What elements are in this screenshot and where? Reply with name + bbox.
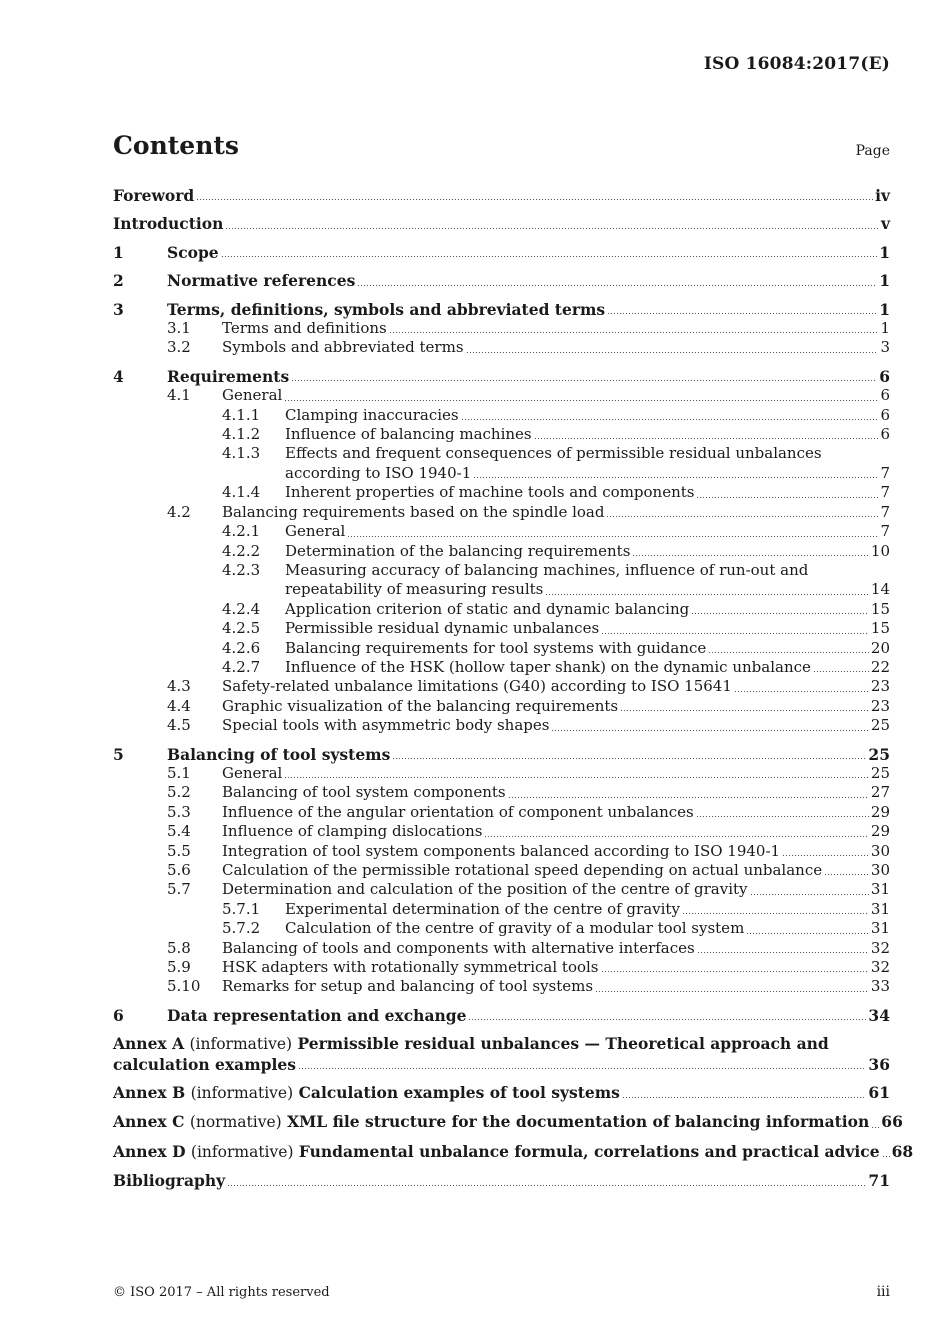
toc-title: Balancing of tool system components bbox=[222, 783, 506, 802]
toc-title: General bbox=[285, 522, 346, 541]
toc-number: 4.2 bbox=[167, 502, 191, 521]
toc-entry-4-1-1[interactable] bbox=[113, 406, 890, 425]
annex-label: Annex B bbox=[113, 1083, 186, 1103]
toc-title: Permissible residual dynamic unbalances bbox=[285, 619, 600, 638]
toc-title: General bbox=[222, 763, 283, 782]
toc-title-line2: repeatability of measuring results bbox=[285, 580, 544, 599]
toc-number: 5.5 bbox=[167, 841, 191, 860]
toc-entry-5-10[interactable] bbox=[113, 977, 890, 996]
toc-entry-5-4[interactable] bbox=[113, 822, 890, 841]
toc-page: 25 bbox=[870, 763, 890, 782]
toc-title: Normative references bbox=[167, 271, 356, 291]
toc-entry-4-2-6[interactable] bbox=[113, 639, 890, 658]
toc-title: Application criterion of static and dynamic balancing bbox=[285, 599, 690, 618]
toc-page: 34 bbox=[868, 1005, 890, 1025]
toc-entry-4-4[interactable] bbox=[113, 697, 890, 716]
annex-title-line1: Permissible residual unbalances — Theoretical approach and bbox=[297, 1034, 829, 1054]
toc-title: Scope bbox=[167, 242, 219, 262]
toc-number: 4.2.2 bbox=[222, 541, 261, 560]
toc-page: v bbox=[880, 214, 890, 234]
page-column-label: Page bbox=[855, 143, 890, 159]
toc-entry-4-3[interactable] bbox=[113, 677, 890, 696]
toc-entry-4-1-3[interactable] bbox=[113, 444, 890, 483]
toc-entry-4[interactable] bbox=[113, 367, 890, 386]
toc-page: 27 bbox=[870, 783, 890, 802]
toc-entry-3-1[interactable] bbox=[113, 319, 890, 338]
document-id: ISO 16084:2017(E) bbox=[703, 54, 890, 74]
toc-title: Bibliography bbox=[113, 1171, 226, 1191]
toc-entry-4-1-4[interactable] bbox=[113, 483, 890, 502]
toc-number: 4.4 bbox=[167, 696, 191, 715]
toc-title: Inherent properties of machine tools and components bbox=[285, 483, 695, 502]
toc-title: Calculation of the centre of gravity of a modular tool system bbox=[285, 919, 745, 938]
toc-page: 23 bbox=[870, 696, 890, 715]
toc-page: 25 bbox=[868, 744, 890, 764]
toc-page: 15 bbox=[870, 619, 890, 638]
annex-title-line2: calculation examples bbox=[113, 1054, 296, 1074]
toc-page: 23 bbox=[870, 677, 890, 696]
toc-title: Clamping inaccuracies bbox=[285, 405, 459, 424]
toc-number: 4.1 bbox=[167, 386, 191, 405]
toc-entry-4-2-3[interactable] bbox=[113, 561, 890, 600]
toc-number: 4.2.1 bbox=[222, 522, 261, 541]
toc-number: 3.1 bbox=[167, 319, 191, 338]
toc-page: 22 bbox=[870, 657, 890, 676]
annex-label: Annex D bbox=[113, 1141, 186, 1161]
toc-page: iv bbox=[875, 186, 890, 205]
toc-page: 25 bbox=[870, 716, 890, 735]
toc-entry-4-1-2[interactable] bbox=[113, 425, 890, 444]
toc-page: 30 bbox=[870, 861, 890, 879]
toc-number: 5 bbox=[113, 744, 124, 764]
toc-page: 20 bbox=[870, 638, 890, 657]
toc-entry-annex-b[interactable] bbox=[113, 1083, 890, 1103]
toc-entry-4-2[interactable] bbox=[113, 503, 890, 522]
toc-entry-5[interactable] bbox=[113, 745, 890, 764]
toc-entry-3[interactable] bbox=[113, 300, 890, 319]
toc-title: Influence of the HSK (hollow taper shank) on the dynamic unbalance bbox=[285, 657, 811, 676]
toc-entry-5-7-1[interactable] bbox=[113, 900, 890, 919]
toc-title: Influence of balancing machines bbox=[285, 425, 532, 444]
copyright-notice: © ISO 2017 – All rights reserved bbox=[113, 1285, 330, 1300]
toc-page: 33 bbox=[870, 977, 890, 996]
toc-title: Terms and definitions bbox=[222, 319, 387, 338]
toc-number: 4.1.3 bbox=[222, 444, 261, 463]
toc-title: Data representation and exchange bbox=[167, 1005, 467, 1025]
toc-title: Terms, definitions, symbols and abbreviated terms bbox=[167, 299, 606, 319]
toc-page: 3 bbox=[880, 338, 890, 357]
toc-title: HSK adapters with rotationally symmetrical tools bbox=[222, 958, 599, 977]
toc-number: 4 bbox=[113, 366, 124, 386]
toc-entry-5-3[interactable] bbox=[113, 803, 890, 822]
toc-title: Integration of tool system components balanced according to ISO 1940-1 bbox=[222, 841, 781, 860]
contents-heading: Contents bbox=[113, 131, 240, 160]
toc-page: 29 bbox=[870, 822, 890, 841]
toc-number: 4.2.4 bbox=[222, 599, 261, 618]
toc-page: 1 bbox=[879, 242, 890, 262]
toc-page: 1 bbox=[879, 271, 890, 291]
toc-entry-4-2-1[interactable] bbox=[113, 522, 890, 541]
toc-title: Influence of the angular orientation of component unbalances bbox=[222, 802, 694, 821]
toc-number: 5.7.2 bbox=[222, 919, 261, 938]
toc-entry-4-2-4[interactable] bbox=[113, 600, 890, 619]
toc-title: Balancing of tool systems bbox=[167, 744, 391, 764]
toc-page: 10 bbox=[870, 541, 890, 560]
toc-title: Balancing requirements for tool systems with guidance bbox=[285, 638, 707, 657]
annex-type: (normative) bbox=[189, 1113, 282, 1132]
toc-entry-5-5[interactable] bbox=[113, 842, 890, 861]
toc-page: 7 bbox=[880, 463, 890, 482]
toc-number: 3 bbox=[113, 299, 124, 319]
toc-title: Requirements bbox=[167, 366, 290, 386]
annex-title: Fundamental unbalance formula, correlations and practical advice bbox=[298, 1141, 880, 1161]
toc-title: Experimental determination of the centre of gravity bbox=[285, 899, 680, 918]
toc-number: 5.8 bbox=[167, 938, 191, 957]
toc-title: Graphic visualization of the balancing requirements bbox=[222, 696, 619, 715]
annex-title: XML file structure for the documentation of balancing information bbox=[287, 1112, 870, 1132]
toc-page: 1 bbox=[879, 299, 890, 319]
toc-number: 4.1.4 bbox=[222, 483, 261, 502]
toc-number: 4.2.6 bbox=[222, 638, 261, 657]
toc-number: 5.6 bbox=[167, 861, 191, 879]
toc-page: 6 bbox=[880, 425, 890, 444]
toc-title: Symbols and abbreviated terms bbox=[222, 338, 464, 357]
toc-number: 6 bbox=[113, 1005, 124, 1025]
toc-page: 7 bbox=[880, 522, 890, 541]
toc-title: General bbox=[222, 386, 283, 405]
toc-number: 4.5 bbox=[167, 716, 191, 735]
toc-page: 61 bbox=[868, 1083, 890, 1103]
toc-entry-5-1[interactable] bbox=[113, 764, 890, 783]
toc-number: 5.3 bbox=[167, 802, 191, 821]
toc-entry-annex-c[interactable] bbox=[113, 1112, 903, 1132]
toc-number: 4.2.7 bbox=[222, 657, 261, 676]
toc-title: Balancing of tools and components with alternative interfaces bbox=[222, 938, 695, 957]
toc-entry-foreword[interactable] bbox=[113, 186, 890, 205]
toc-title: Introduction bbox=[113, 214, 224, 234]
toc-page: 15 bbox=[870, 599, 890, 618]
toc-number: 5.9 bbox=[167, 958, 191, 977]
toc-page: 6 bbox=[880, 386, 890, 405]
toc-page: 30 bbox=[870, 841, 890, 860]
toc-entry-6[interactable] bbox=[113, 1006, 890, 1025]
toc-title: Determination and calculation of the position of the centre of gravity bbox=[222, 880, 748, 899]
toc-page: 6 bbox=[880, 405, 890, 424]
toc-entry-introduction[interactable] bbox=[113, 214, 890, 233]
toc-entry-5-6[interactable] bbox=[113, 861, 890, 880]
toc-title: Remarks for setup and balancing of tool systems bbox=[222, 977, 594, 996]
toc-page: 66 bbox=[881, 1112, 903, 1132]
toc-number: 4.2.5 bbox=[222, 619, 261, 638]
toc-page: 7 bbox=[880, 502, 890, 521]
toc-number: 4.1.2 bbox=[222, 425, 261, 444]
toc-title: Influence of clamping dislocations bbox=[222, 822, 483, 841]
toc-entry-5-7[interactable] bbox=[113, 880, 890, 899]
toc-page: 31 bbox=[870, 899, 890, 918]
toc-number: 3.2 bbox=[167, 338, 191, 357]
toc-page: 31 bbox=[870, 919, 890, 938]
toc-page: 68 bbox=[891, 1141, 914, 1161]
toc-title-line1: Measuring accuracy of balancing machines, influence of run-out and bbox=[285, 560, 809, 579]
toc-number: 5.4 bbox=[167, 822, 191, 841]
toc-title: Special tools with asymmetric body shapes bbox=[222, 716, 550, 735]
toc-page: 29 bbox=[870, 802, 890, 821]
toc-number: 5.10 bbox=[167, 977, 201, 996]
toc-entry-5-7-2[interactable] bbox=[113, 919, 890, 938]
toc-title: Balancing requirements based on the spindle load bbox=[222, 502, 605, 521]
toc-number: 5.7 bbox=[167, 880, 191, 899]
toc-title: Safety-related unbalance limitations (G40) according to ISO 15641 bbox=[222, 677, 732, 696]
toc-page: 14 bbox=[870, 580, 890, 599]
table-of-contents bbox=[113, 186, 914, 1191]
toc-title: Determination of the balancing requirements bbox=[285, 541, 631, 560]
toc-number: 4.2.3 bbox=[222, 560, 261, 579]
toc-entry-annex-d[interactable] bbox=[113, 1141, 914, 1162]
annex-type: (informative) bbox=[190, 1084, 294, 1103]
annex-label: Annex C bbox=[113, 1112, 185, 1132]
toc-page: 32 bbox=[870, 938, 890, 957]
toc-entry-5-8[interactable] bbox=[113, 939, 890, 958]
toc-number: 5.2 bbox=[167, 783, 191, 802]
toc-title-line1: Effects and frequent consequences of permissible residual unbalances bbox=[285, 444, 822, 463]
toc-entry-2[interactable] bbox=[113, 271, 890, 290]
toc-title-line2: according to ISO 1940-1 bbox=[285, 463, 472, 482]
toc-number: 2 bbox=[113, 271, 124, 291]
toc-entry-5-9[interactable] bbox=[113, 958, 890, 977]
toc-page: 7 bbox=[880, 483, 890, 502]
toc-page: 71 bbox=[868, 1171, 890, 1191]
toc-entry-4-2-5[interactable] bbox=[113, 619, 890, 638]
toc-page: 31 bbox=[870, 880, 890, 899]
annex-type: (informative) bbox=[190, 1142, 294, 1161]
toc-entry-1[interactable] bbox=[113, 243, 890, 262]
toc-number: 4.1.1 bbox=[222, 405, 261, 424]
toc-number: 5.1 bbox=[167, 763, 191, 782]
toc-number: 1 bbox=[113, 242, 124, 262]
toc-page: 36 bbox=[868, 1054, 890, 1074]
toc-number: 4.3 bbox=[167, 677, 191, 696]
toc-entry-3-2[interactable] bbox=[113, 338, 890, 357]
toc-entry-4-5[interactable] bbox=[113, 716, 890, 735]
toc-entry-bibliography[interactable] bbox=[113, 1171, 890, 1190]
toc-number: 5.7.1 bbox=[222, 899, 261, 918]
toc-page: 1 bbox=[880, 319, 890, 338]
annex-label: Annex A bbox=[113, 1034, 185, 1054]
annex-title: Calculation examples of tool systems bbox=[298, 1083, 620, 1103]
toc-entry-4-2-2[interactable] bbox=[113, 542, 890, 561]
toc-title: Foreword bbox=[113, 186, 195, 205]
toc-entry-annex-a[interactable] bbox=[113, 1034, 890, 1074]
toc-entry-4-2-7[interactable] bbox=[113, 658, 890, 677]
toc-entry-5-2[interactable] bbox=[113, 783, 890, 802]
toc-entry-4-1[interactable] bbox=[113, 386, 890, 405]
toc-page: 32 bbox=[870, 958, 890, 977]
page-number: iii bbox=[876, 1284, 890, 1300]
toc-title: Calculation of the permissible rotational speed depending on actual unbalance bbox=[222, 861, 823, 879]
annex-type: (informative) bbox=[189, 1035, 293, 1054]
toc-page: 6 bbox=[879, 366, 890, 386]
